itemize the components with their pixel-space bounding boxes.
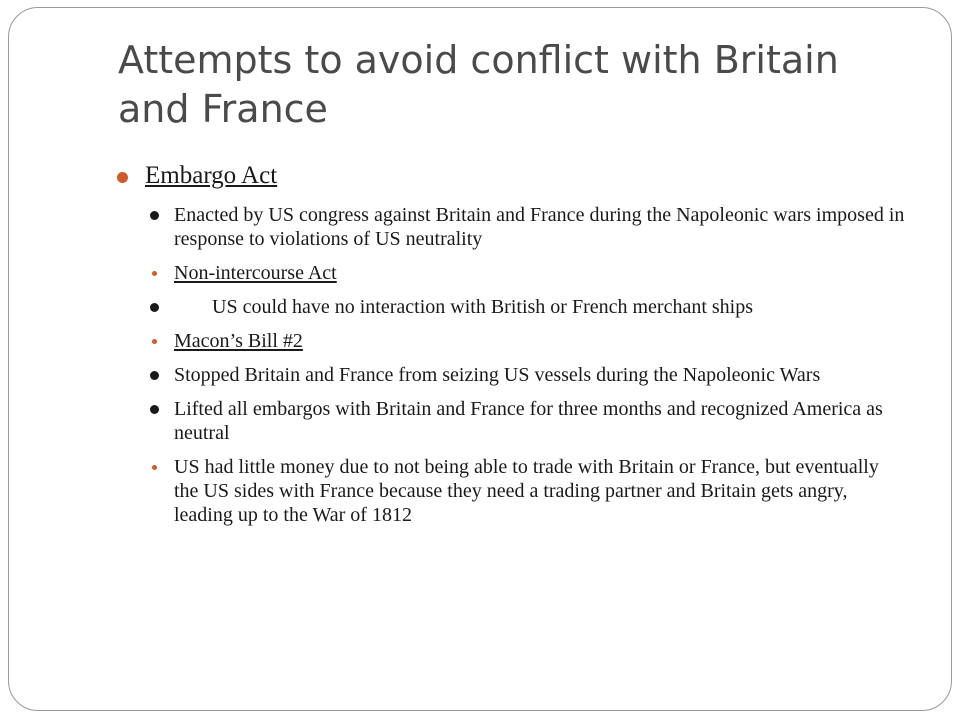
list-item-embargo-description xyxy=(117,203,907,251)
bullet-list xyxy=(117,160,907,537)
black-dot-icon xyxy=(150,211,159,220)
list-item-outcome xyxy=(117,455,907,527)
list-item-text: US could have no interaction with British or French merchant ships xyxy=(212,296,754,318)
list-item-macons-description-1 xyxy=(117,363,907,387)
list-item-macons-bill xyxy=(117,329,907,353)
list-item-text: Stopped Britain and France from seizing US vessels during the Napoleonic Wars xyxy=(174,364,821,386)
list-item-non-intercourse-act xyxy=(117,261,907,285)
list-item-text: Non-intercourse Act xyxy=(174,262,337,284)
list-item-text: US had little money due to not being able to trade with Britain or France, but eventually the US sides with France because they need a trading partner and Britain gets angry, leading up to the War of 1812 xyxy=(174,456,879,526)
list-item-text: Embargo Act xyxy=(145,162,278,189)
list-item-non-intercourse-description xyxy=(117,295,907,319)
black-dot-icon xyxy=(150,405,159,414)
small-orange-dot-icon xyxy=(152,465,157,470)
list-item-embargo-act xyxy=(117,160,907,192)
list-item-text: Enacted by US congress against Britain and France during the Napoleonic wars imposed in response to violations of US neutrality xyxy=(174,204,905,250)
orange-dot-icon xyxy=(117,172,128,183)
black-dot-icon xyxy=(150,303,159,312)
black-dot-icon xyxy=(150,371,159,380)
list-item-text: Lifted all embargos with Britain and France for three months and recognized America as neutral xyxy=(174,398,883,444)
small-orange-dot-icon xyxy=(152,339,157,344)
slide-frame xyxy=(8,7,952,711)
small-orange-dot-icon xyxy=(152,271,157,276)
list-item-text: Macon’s Bill #2 xyxy=(174,330,303,352)
list-item-macons-description-2 xyxy=(117,397,907,445)
slide-title: Attempts to avoid conflict with Britain and France xyxy=(118,38,839,131)
